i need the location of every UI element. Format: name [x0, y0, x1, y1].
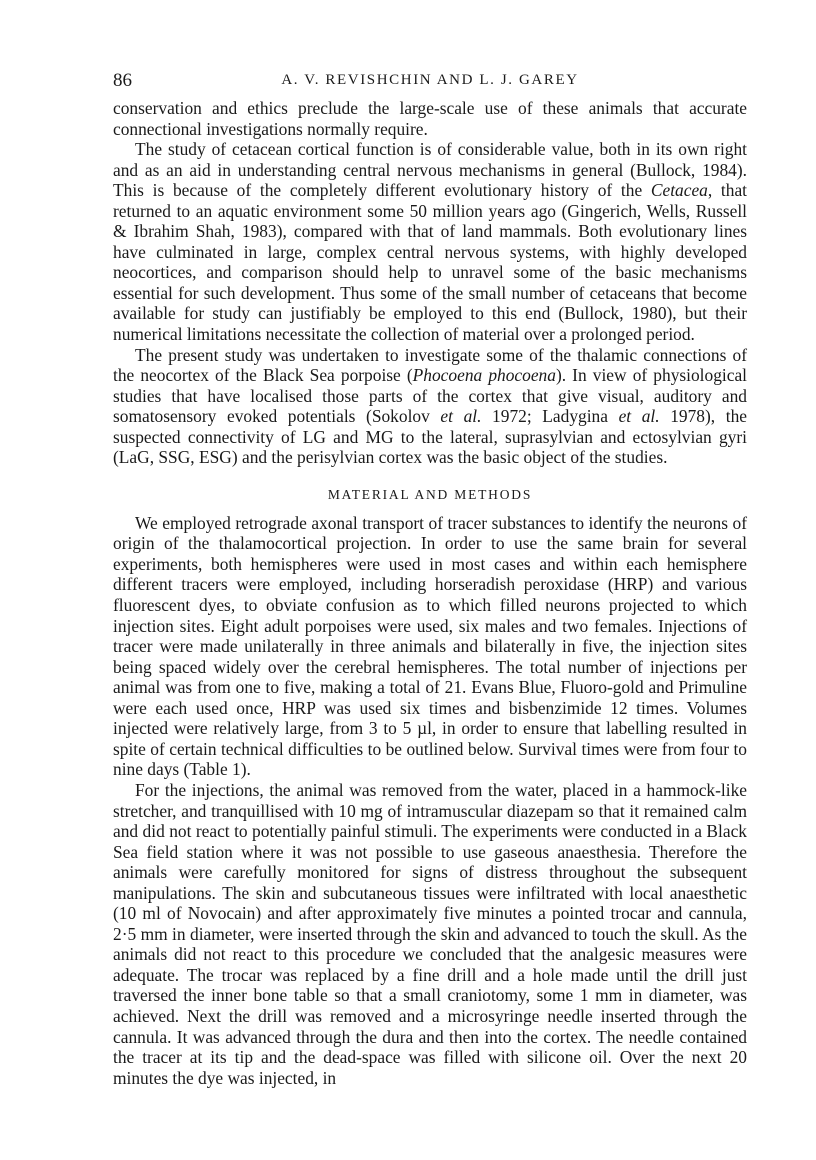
paragraph-methods: We employed retrograde axonal transport of tracer substances to identify the neurons of origin of the thalamocortical projection. In order to use the same brain for several experiments, both hemispheres were used in most cases and within each hemisphere different tracers were employed, including horseradish peroxidase (HRP) and various fluorescent dyes, to obviate confusion as to which filled neurons projected to which injection sites. Eight adult porpoises were used, six males and two females. Injections of tracer were made unilaterally in three animals and bilaterally in five, the injection sites being spaced widely over the cerebral hemispheres. The total number of injections per animal was from one to five, making a total of 21. Evans Blue, Fluoro-gold and Primuline were each used once, HRP was used six times and bisbenzimide 12 times. Volumes injected were relatively large, from 3 to 5 µl, in order to ensure that labelling resulted in spite of certain technical difficulties to be outlined below. Survival times were from four to nine days (Table 1).	[113, 512, 747, 780]
article-body	[113, 98, 747, 1088]
text-run: The present study was undertaken to investigate some of the thalamic connections of the neocortex of the Black Sea porpoise (	[113, 344, 747, 386]
text-run: 1972; Ladygina	[481, 406, 619, 427]
paragraph-present-study	[113, 345, 747, 468]
text-run: The study of cetacean cortical function is of considerable value, both in its own right and as an aid in understanding central nervous mechanisms in general (Bullock, 1984). This is because of the completely different evolutionary history of the	[113, 139, 747, 201]
paragraph-cetacean-study	[113, 139, 747, 344]
italic-term: et al.	[440, 406, 482, 427]
italic-term: et al.	[618, 406, 660, 427]
italic-term: Cetacea	[650, 180, 708, 201]
running-head: A. V. REVISHCHIN AND L. J. GAREY	[281, 72, 579, 88]
text-run: ). In view of physiological studies that have localised those parts of the cortex that give visual, auditory and somatosensory evoked potentials (Sokolov	[113, 365, 748, 427]
page-header	[113, 70, 747, 96]
text-run: 1978), the suspected connectivity of LG and MG to the lateral, suprasylvian and ectosylvian gyri (LaG, SSG, ESG) and the perisylvian cortex was the basic object of the studies.	[113, 406, 747, 468]
paragraph-injections: For the injections, the animal was removed from the water, placed in a hammock-like stretcher, and tranquillised with 10 mg of intramuscular diazepam so that it remained calm and did not react to potentially painful stimuli. The experiments were conducted in a Black Sea field station where it was not possible to use gaseous anaesthesia. Therefore the animals were carefully monitored for signs of distress throughout the subsequent manipulations. The skin and subcutaneous tissues were infiltrated with local anaesthetic (10 ml of Novocain) and after approximately five minutes a pointed trocar and cannula, 2·5 mm in diameter, were inserted through the skin and advanced to touch the skull. As the animals did not react to this procedure we concluded that the analgesic measures were adequate. The trocar was replaced by a fine drill and a hole made until the drill just traversed the inner bone table so that a small craniotomy, some 1 mm in diameter, was achieved. Next the drill was removed and a microsyringe needle inserted through the cannula. It was advanced through the dura and then into the cortex. The needle contained the tracer at its tip and the dead-space was filled with silicone oil. Over the next 20 minutes the dye was injected, in	[113, 779, 747, 1088]
page-number: 86	[113, 70, 132, 91]
section-heading: MATERIAL AND METHODS	[327, 486, 533, 502]
paragraph-continuation: conservation and ethics preclude the large-scale use of these animals that accurate connectional investigations normally require.	[113, 98, 747, 139]
text-run: , that returned to an aquatic environment some 50 million years ago (Gingerich, Wells, Russell & Ibrahim Shah, 1983), compared with that of land mammals. Both evolutionary lines have culminated in large, complex central nervous systems, with highly developed neocortices, and comparison should help to unravel some of the basic mechanisms essential for such development. Thus some of the small number of cetaceans that become available for study can justifiably be employed to this end (Bullock, 1980), but their numerical limitations necessitate the collection of material over a prolonged period.	[113, 180, 747, 345]
italic-term: Phocoena phocoena	[412, 365, 556, 386]
